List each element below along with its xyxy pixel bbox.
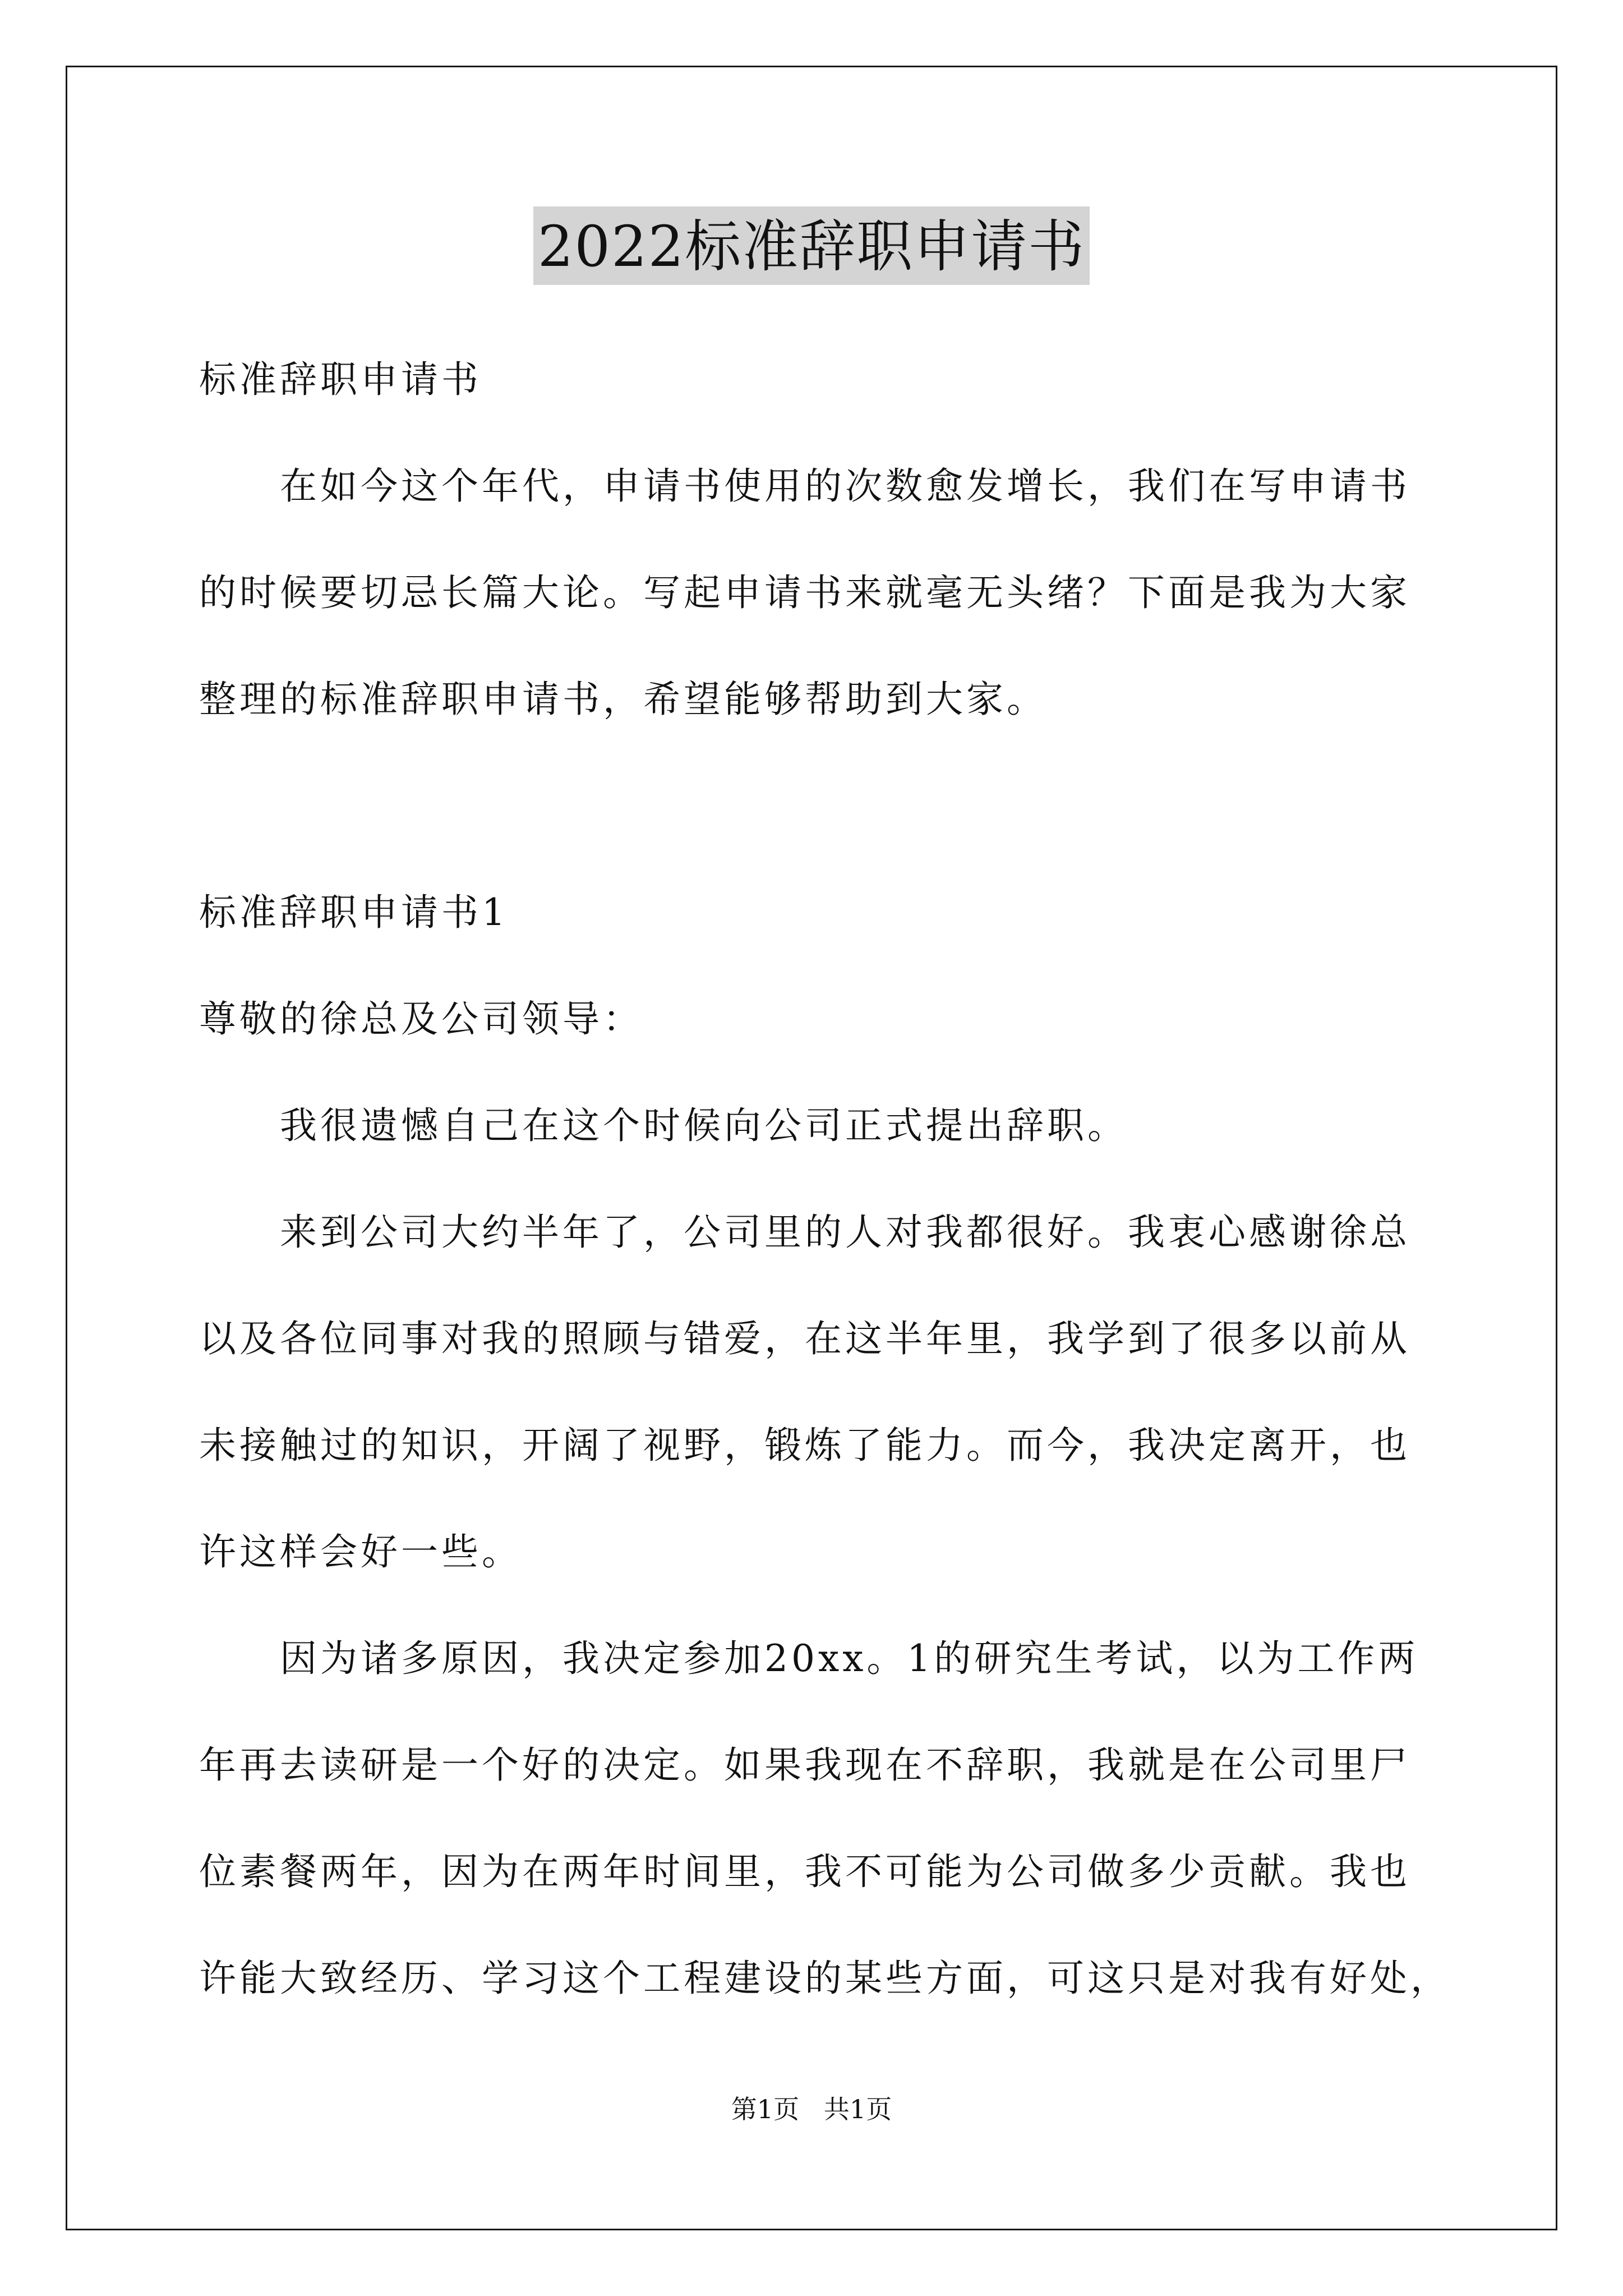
paragraph-line: 位素餐两年，因为在两年时间里，我不可能为公司做多少贡献。我也 <box>199 1850 1410 1893</box>
document-body <box>199 343 1451 2049</box>
page-footer: 第1页 共1页 <box>731 2094 892 2124</box>
paragraph-line: 许这样会好一些。 <box>199 1530 522 1573</box>
paragraph-line: 以及各位同事对我的照顾与错爱，在这半年里，我学到了很多以前从 <box>199 1317 1410 1360</box>
paragraph-line: 整理的标准辞职申请书，希望能够帮助到大家。 <box>199 678 1047 721</box>
document-title: 2022标准辞职申请书 <box>533 206 1090 285</box>
section-heading: 标准辞职申请书1 <box>199 891 509 934</box>
spacer <box>199 770 1433 876</box>
paragraph-line: 的时候要切忌长篇大论。写起申请书来就毫无头绪？下面是我为大家 <box>199 571 1410 614</box>
paragraph-line: 我很遗憾自己在这个时候向公司正式提出辞职。 <box>280 1104 1128 1147</box>
title-container <box>0 206 1623 285</box>
paragraph-line: 在如今这个年代，申请书使用的次数愈发增长，我们在写申请书 <box>280 464 1410 508</box>
paragraph-line: 未接触过的知识，开阔了视野，锻炼了能力。而今，我决定离开，也 <box>199 1424 1410 1467</box>
paragraph-line: 年再去读研是一个好的决定。如果我现在不辞职，我就是在公司里尸 <box>199 1743 1410 1787</box>
paragraph-line: 许能大致经历、学习这个工程建设的某些方面，可这只是对我有好处， <box>199 1957 1451 2000</box>
paragraph-line: 来到公司大约半年了，公司里的人对我都很好。我衷心感谢徐总 <box>280 1211 1410 1254</box>
section-heading: 标准辞职申请书 <box>199 358 482 401</box>
paragraph-line: 因为诸多原因，我决定参加20xx。1的研究生考试，以为工作两 <box>280 1637 1419 1680</box>
salutation: 尊敬的徐总及公司领导： <box>199 997 643 1041</box>
